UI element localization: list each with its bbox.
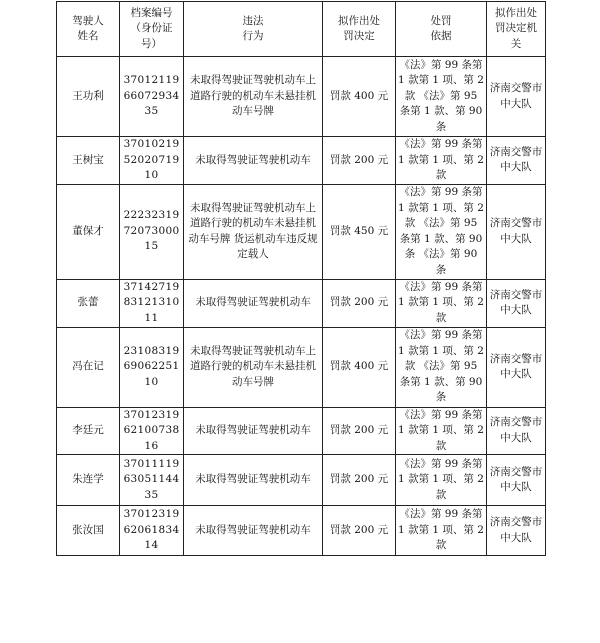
table-row: [57, 327, 546, 407]
record-id: 222323197207300015: [120, 184, 184, 279]
record-id: 370102195202071910: [120, 137, 184, 185]
record-id: 370123196210073816: [120, 407, 184, 455]
driver-name: 张蕾: [57, 279, 120, 327]
proposed-fine: 罚款 450 元: [323, 184, 396, 279]
legal-basis: 《法》第 99 条第 1 款第 1 项、第 2 款: [396, 407, 487, 455]
violation-text: 未取得驾驶证驾驶机动车上道路行驶的机动车未悬挂机动车号牌: [184, 327, 323, 407]
legal-basis: 《法》第 99 条第 1 款第 1 项、第 2 款: [396, 506, 487, 556]
record-id: 370111196305114435: [120, 455, 184, 506]
violation-text: 未取得驾驶证驾驶机动车上道路行驶的机动车未悬挂机动车号牌: [184, 57, 323, 137]
table-row: [57, 455, 546, 506]
violation-text: 未取得驾驶证驾驶机动车: [184, 279, 323, 327]
violation-text: 未取得驾驶证驾驶机动车: [184, 407, 323, 455]
table-row: [57, 506, 546, 556]
table-row: [57, 137, 546, 185]
deciding-agency: 济南交警市中大队: [487, 184, 546, 279]
deciding-agency: 济南交警市中大队: [487, 506, 546, 556]
deciding-agency: 济南交警市中大队: [487, 327, 546, 407]
driver-name: 张汝国: [57, 506, 120, 556]
driver-name: 朱连学: [57, 455, 120, 506]
table-row: [57, 184, 546, 279]
proposed-fine: 罚款 200 元: [323, 455, 396, 506]
driver-name: 冯在记: [57, 327, 120, 407]
header-row: [57, 2, 546, 57]
legal-basis: 《法》第 99 条第 1 款第 1 项、第 2 款: [396, 279, 487, 327]
record-id: 371427198312131011: [120, 279, 184, 327]
legal-basis: 《法》第 99 条第 1 款第 1 项、第 2 款 《法》第 95 条第 1 款、第 90 条: [396, 327, 487, 407]
legal-basis: 《法》第 99 条第 1 款第 1 项、第 2 款 《法》第 95 条第 1 款、第 90 条: [396, 57, 487, 137]
driver-name: 王功利: [57, 57, 120, 137]
deciding-agency: 济南交警市中大队: [487, 407, 546, 455]
proposed-fine: 罚款 200 元: [323, 407, 396, 455]
proposed-fine: 罚款 200 元: [323, 279, 396, 327]
driver-name: 王树宝: [57, 137, 120, 185]
header-legal-basis: 处罚 依据: [396, 2, 487, 57]
table-row: [57, 57, 546, 137]
legal-basis: 《法》第 99 条第 1 款第 1 项、第 2 款: [396, 455, 487, 506]
violation-text: 未取得驾驶证驾驶机动车上道路行驶的机动车未悬挂机动车号牌 货运机动车违反规定载人: [184, 184, 323, 279]
driver-name: 李廷元: [57, 407, 120, 455]
record-id: 231083196906225110: [120, 327, 184, 407]
header-violation: 违法 行为: [184, 2, 323, 57]
deciding-agency: 济南交警市中大队: [487, 455, 546, 506]
deciding-agency: 济南交警市中大队: [487, 137, 546, 185]
header-record-id: 档案编号 （身份证 号）: [120, 2, 184, 57]
violation-text: 未取得驾驶证驾驶机动车: [184, 137, 323, 185]
deciding-agency: 济南交警市中大队: [487, 279, 546, 327]
header-driver-name: 驾驶人 姓名: [57, 2, 120, 57]
violation-text: 未取得驾驶证驾驶机动车: [184, 506, 323, 556]
legal-basis: 《法》第 99 条第 1 款第 1 项、第 2 款: [396, 137, 487, 185]
driver-name: 董保才: [57, 184, 120, 279]
penalty-table: [56, 1, 546, 556]
proposed-fine: 罚款 200 元: [323, 506, 396, 556]
legal-basis: 《法》第 99 条第 1 款第 1 项、第 2 款 《法》第 95 条第 1 款、第 90 条 《法》第 90 条: [396, 184, 487, 279]
header-proposed-penalty: 拟作出处 罚决定: [323, 2, 396, 57]
deciding-agency: 济南交警市中大队: [487, 57, 546, 137]
table-row: [57, 407, 546, 455]
proposed-fine: 罚款 400 元: [323, 57, 396, 137]
record-id: 370123196206183414: [120, 506, 184, 556]
violation-text: 未取得驾驶证驾驶机动车: [184, 455, 323, 506]
header-deciding-agency: 拟作出处 罚决定机 关: [487, 2, 546, 57]
proposed-fine: 罚款 200 元: [323, 137, 396, 185]
proposed-fine: 罚款 400 元: [323, 327, 396, 407]
table-row: [57, 279, 546, 327]
record-id: 370121196607293435: [120, 57, 184, 137]
